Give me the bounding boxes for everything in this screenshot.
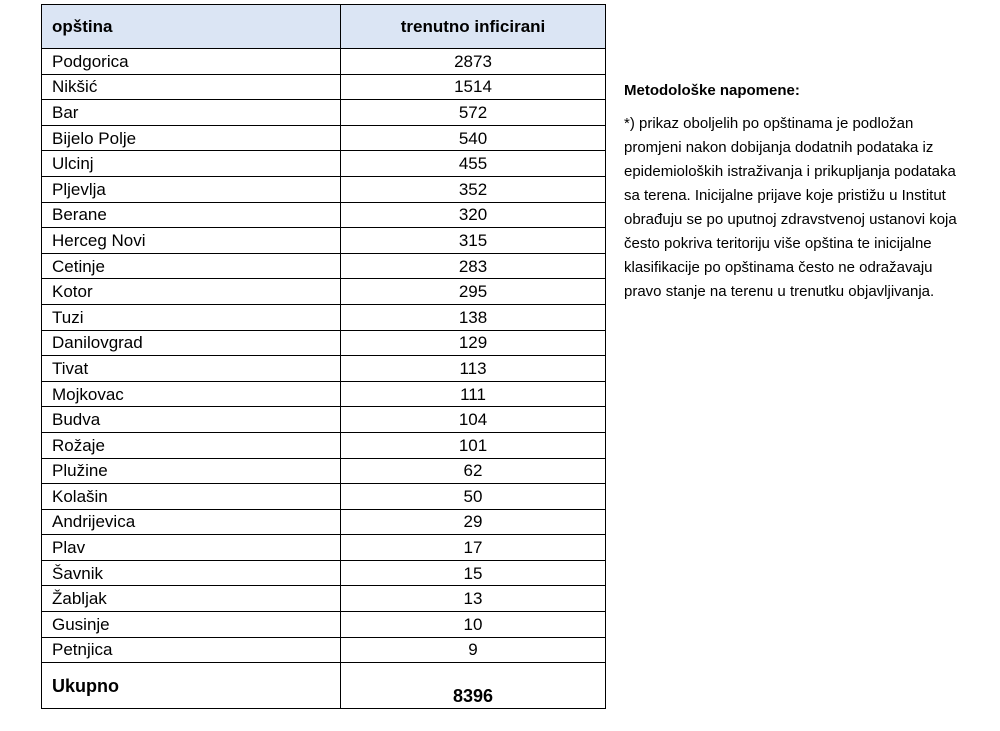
infected-count-cell: 138 [341,304,606,330]
notes-title: Metodološke napomene: [624,82,800,99]
total-value: 8396 [341,663,606,709]
infected-count-cell: 320 [341,202,606,228]
municipality-cell: Pljevlja [42,176,341,202]
table-row [42,637,606,663]
notes-text: *) prikaz oboljelih po opštinama je podložan promjeni nakon dobijanja dodatnih podataka iz epidemioloških istraživanja i prikupljanja podataka sa terena. Inicijalne prijave koje pristižu u Institut obrađuju se po uputnoj zdravstvenoj ustanovi koja često pokriva teritoriju više opština te inicijalne klasifikacije po opštinama često ne odražavaju pravo stanje na terenu u trenutku objavljivanja. [624,115,957,300]
municipality-cell: Žabljak [42,586,341,612]
municipality-cell: Nikšić [42,74,341,100]
table-row [42,228,606,254]
infected-count-cell: 572 [341,100,606,126]
infected-count-cell: 17 [341,535,606,561]
column-header-currently-infected: trenutno inficirani [341,5,606,49]
municipality-cell: Cetinje [42,253,341,279]
table-row [42,151,606,177]
infected-count-cell: 111 [341,381,606,407]
table-row [42,432,606,458]
municipality-cell: Herceg Novi [42,228,341,254]
table-row [42,586,606,612]
table-row [42,356,606,382]
municipality-cell: Budva [42,407,341,433]
total-label: Ukupno [42,663,341,709]
infected-count-cell: 9 [341,637,606,663]
table-row [42,253,606,279]
total-row [42,663,606,709]
municipality-cell: Plav [42,535,341,561]
municipality-cell: Tuzi [42,304,341,330]
municipality-cell: Kotor [42,279,341,305]
infected-count-cell: 540 [341,125,606,151]
methodology-notes [624,79,974,304]
infected-count-cell: 352 [341,176,606,202]
infected-count-cell: 50 [341,484,606,510]
infected-count-cell: 315 [341,228,606,254]
municipality-cell: Berane [42,202,341,228]
infected-count-cell: 129 [341,330,606,356]
table-row [42,484,606,510]
municipality-cell: Andrijevica [42,509,341,535]
municipality-cell: Danilovgrad [42,330,341,356]
infected-count-cell: 101 [341,432,606,458]
table-row [42,100,606,126]
infected-count-cell: 104 [341,407,606,433]
table-row [42,535,606,561]
table-row [42,279,606,305]
table-row [42,381,606,407]
table-row [42,202,606,228]
table-body [42,49,606,663]
table-header-row [42,5,606,49]
municipality-cell: Bar [42,100,341,126]
table-row [42,458,606,484]
table-row [42,330,606,356]
infected-count-cell: 283 [341,253,606,279]
table-row [42,407,606,433]
infected-count-cell: 29 [341,509,606,535]
infected-count-cell: 10 [341,612,606,638]
infected-count-cell: 295 [341,279,606,305]
infected-count-cell: 13 [341,586,606,612]
municipality-cell: Ulcinj [42,151,341,177]
municipality-cell: Rožaje [42,432,341,458]
table-row [42,612,606,638]
infected-count-cell: 1514 [341,74,606,100]
infected-count-cell: 62 [341,458,606,484]
municipality-cell: Bijelo Polje [42,125,341,151]
municipality-cell: Podgorica [42,49,341,75]
municipality-cell: Kolašin [42,484,341,510]
table-row [42,304,606,330]
municipality-cell: Plužine [42,458,341,484]
table-row [42,560,606,586]
infected-count-cell: 455 [341,151,606,177]
infected-count-cell: 2873 [341,49,606,75]
table-row [42,125,606,151]
infected-count-cell: 15 [341,560,606,586]
table-row [42,176,606,202]
municipality-cell: Petnjica [42,637,341,663]
municipality-cell: Tivat [42,356,341,382]
table-row [42,509,606,535]
table-row [42,49,606,75]
municipality-cell: Šavnik [42,560,341,586]
municipality-cell: Mojkovac [42,381,341,407]
infections-table [41,4,606,709]
column-header-municipality: opština [42,5,341,49]
municipality-cell: Gusinje [42,612,341,638]
table-row [42,74,606,100]
infected-count-cell: 113 [341,356,606,382]
